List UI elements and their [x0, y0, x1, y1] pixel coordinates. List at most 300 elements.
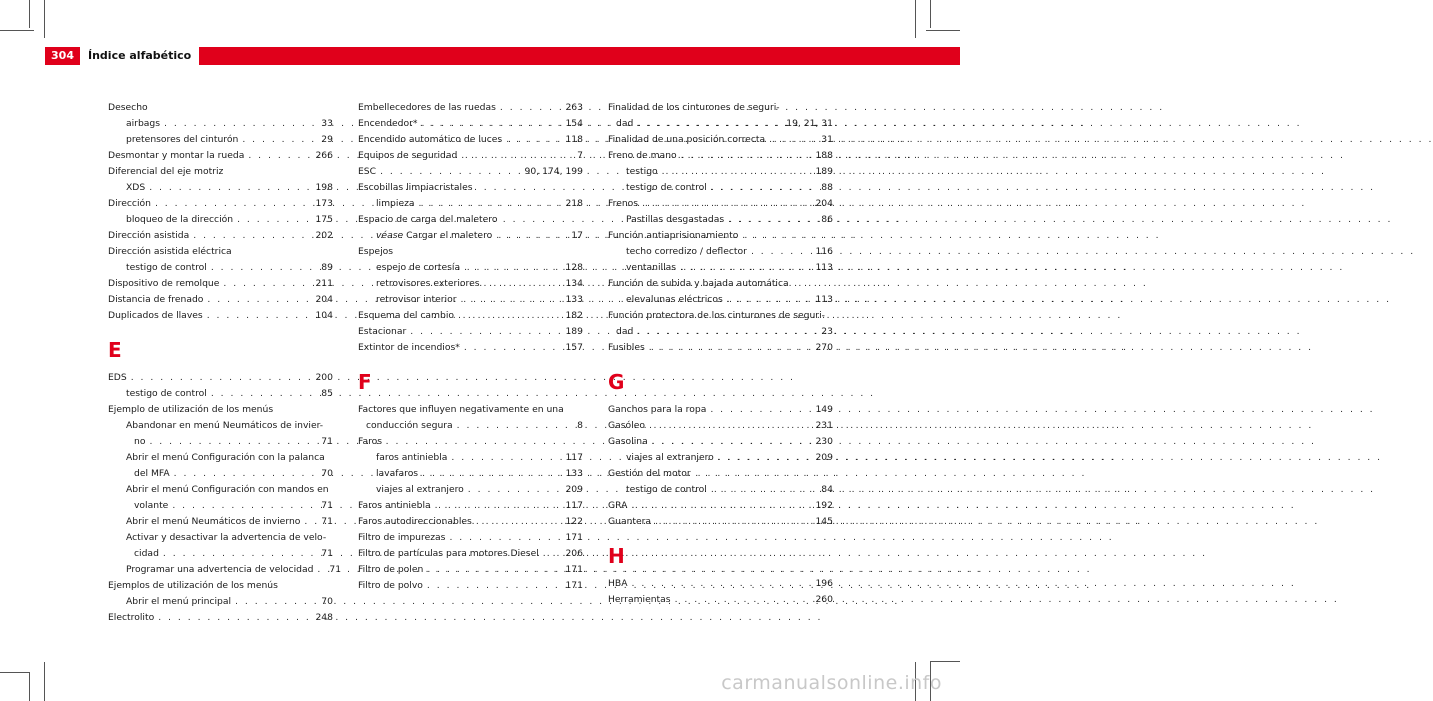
- leader-dots: [158, 610, 311, 626]
- entry-text: Filtro de polen: [358, 564, 424, 575]
- leader-dots: [149, 434, 317, 450]
- index-entry: [608, 592, 833, 608]
- page-ref: 71: [329, 564, 342, 575]
- leader-dots: [248, 148, 311, 164]
- leader-dots: [484, 276, 562, 292]
- leader-dots: [211, 386, 317, 402]
- page-ref: 17: [571, 230, 583, 241]
- index-entry: [358, 100, 583, 116]
- index-entry: [358, 450, 583, 466]
- page-ref: 157: [565, 342, 583, 353]
- index-entry: [358, 498, 583, 514]
- entry-text: pretensores del cinturón: [126, 134, 239, 145]
- leader-dots: [680, 260, 811, 276]
- page-ref: 189: [565, 326, 583, 337]
- leader-dots: [193, 228, 311, 244]
- index-heading: Escobillas limpiacristales: [358, 182, 473, 193]
- index-entry: [608, 434, 833, 450]
- leader-dots: [223, 276, 311, 292]
- page-ref: 71: [321, 500, 333, 511]
- page-ref: 8: [577, 420, 583, 431]
- index-heading: Espacio de carga del maletero: [358, 214, 498, 225]
- leader-dots: [207, 292, 311, 308]
- entry-text: testigo: [626, 166, 658, 177]
- entry-text: [376, 228, 492, 244]
- crop-mark: [29, 0, 30, 28]
- entry-text: Duplicados de llaves: [108, 310, 203, 321]
- entry-text: Embellecedores de las ruedas: [358, 102, 496, 113]
- entry-text: volante: [134, 500, 169, 511]
- section-letter: H: [608, 544, 625, 568]
- entry-text: Gasolina: [608, 436, 648, 447]
- index-entry: [608, 340, 833, 356]
- leader-dots: [235, 594, 317, 610]
- leader-dots: [461, 148, 573, 164]
- index-entry: [358, 324, 583, 340]
- page-ref: 104: [315, 310, 333, 321]
- leader-dots: [711, 482, 817, 498]
- index-entry-line: Abrir el menú Configuración con la palanca: [126, 452, 325, 463]
- leader-dots: [317, 562, 325, 578]
- page-ref: 89: [321, 262, 333, 273]
- entry-text: viajes al extranjero: [376, 484, 464, 495]
- index-entry-line: Finalidad de los cinturones de seguri-: [608, 102, 780, 113]
- index-entry: [358, 562, 583, 578]
- leader-dots: [460, 292, 561, 308]
- page-ref: 122: [565, 516, 583, 527]
- entry-text: Encendedor*: [358, 118, 418, 129]
- entry-text: testigo de control: [126, 262, 207, 273]
- index-entry-line: Factores que influyen negativamente en una: [358, 404, 564, 415]
- leader-dots: [675, 592, 812, 608]
- entry-text: Gasóleo: [608, 420, 645, 431]
- index-entry: [108, 466, 333, 482]
- index-entry: [358, 482, 583, 498]
- entry-text: airbags: [126, 118, 161, 129]
- index-entry: [108, 212, 333, 228]
- index-column-1: [108, 100, 342, 626]
- leader-dots: [464, 260, 561, 276]
- entry-text: lavafaros: [376, 468, 419, 479]
- leader-dots: [649, 418, 811, 434]
- index-entry: [108, 594, 333, 610]
- page-ref: 33: [321, 118, 333, 129]
- page-ref: 173: [315, 198, 333, 209]
- index-entry: [358, 292, 583, 308]
- page-ref: 248: [315, 612, 333, 623]
- leader-dots: [155, 196, 311, 212]
- page-ref: 149: [815, 404, 833, 415]
- leader-dots: [164, 116, 317, 132]
- leader-dots: [751, 244, 812, 260]
- page-ref: 189: [815, 166, 833, 177]
- page-ref: 145: [815, 516, 833, 527]
- crop-mark: [29, 673, 30, 701]
- page-ref: 84: [821, 484, 833, 495]
- leader-dots: [172, 498, 317, 514]
- page-ref: 202: [315, 230, 333, 241]
- page-ref: 218: [565, 198, 583, 209]
- page-ref: 200: [315, 372, 333, 383]
- entry-text: Filtro de partículas para motores Diesel: [358, 548, 539, 559]
- leader-dots: [718, 450, 812, 466]
- index-entry: [608, 164, 833, 180]
- leader-dots: [464, 340, 562, 356]
- index-entry: [358, 340, 583, 356]
- leader-dots: [468, 482, 562, 498]
- index-heading: Diferencial del eje motriz: [108, 166, 224, 177]
- index-entry-line: Abrir el menú Configuración con mandos en: [126, 484, 329, 495]
- page-ref: 182: [565, 310, 583, 321]
- crop-mark: [926, 30, 960, 31]
- entry-text: testigo de control: [626, 182, 707, 193]
- leader-dots: [769, 132, 817, 148]
- index-column-3: [608, 100, 833, 608]
- index-entry: [358, 116, 583, 132]
- page-ref: 175: [315, 214, 333, 225]
- entry-text: dad: [616, 326, 634, 337]
- entry-text: Freno de mano: [608, 150, 677, 161]
- see-reference: véase: [376, 230, 404, 241]
- leader-dots: [380, 164, 520, 180]
- entry-text: Ganchos para la ropa: [608, 404, 707, 415]
- entry-text: Filtro de polvo: [358, 580, 423, 591]
- index-entry: [108, 228, 333, 244]
- index-entry-line: Abandonar en menú Neumáticos de invier-: [126, 420, 324, 431]
- leader-dots: [427, 562, 561, 578]
- entry-text: Finalidad de una posición correcta: [608, 134, 766, 145]
- index-entry: [108, 148, 333, 164]
- index-entry: [108, 434, 333, 450]
- leader-dots: [419, 196, 562, 212]
- page-ref: 128: [565, 262, 583, 273]
- entry-text: Electrolito: [108, 612, 155, 623]
- index-entry: [358, 514, 583, 530]
- crop-mark: [0, 30, 34, 31]
- page-ref: 113: [815, 294, 833, 305]
- entry-text: XDS: [126, 182, 146, 193]
- page-ref: 171: [565, 564, 583, 575]
- page-ref: 263: [565, 102, 583, 113]
- index-entry: [608, 260, 833, 276]
- index-entry: [108, 132, 333, 148]
- page-ref: 133: [565, 294, 583, 305]
- index-entry: [608, 132, 833, 148]
- index-entry: [108, 386, 333, 402]
- entry-text: Estacionar: [358, 326, 407, 337]
- index-heading: Desecho: [108, 102, 148, 113]
- index-entry: [608, 196, 833, 212]
- entry-text: retrovisor interior: [376, 294, 457, 305]
- page-ref: 71: [321, 516, 333, 527]
- index-entry: [608, 292, 833, 308]
- crop-mark: [930, 0, 931, 28]
- index-entry: [358, 196, 583, 212]
- crop-mark: [44, 662, 45, 701]
- index-entry: [608, 212, 833, 228]
- entry-text: Filtro de impurezas: [358, 532, 446, 543]
- entry-text: HBA: [608, 578, 628, 589]
- entry-text: viajes al extranjero: [626, 452, 714, 463]
- crop-mark: [44, 0, 45, 38]
- page-ref: 70: [321, 596, 333, 607]
- page-ref: 270: [815, 342, 833, 353]
- index-entry: [108, 610, 333, 626]
- index-entry: [358, 578, 583, 594]
- entry-text: faros antiniebla: [376, 452, 448, 463]
- index-entry: [358, 418, 583, 434]
- page-ref: 117: [565, 500, 583, 511]
- entry-text: ESC: [358, 166, 377, 177]
- entry-text: del MFA: [134, 468, 170, 479]
- entry-text: ventanillas: [626, 262, 677, 273]
- entry-text: dad: [616, 118, 634, 129]
- entry-text: cidad: [134, 548, 159, 559]
- leader-dots: [642, 196, 811, 212]
- index-heading: Ejemplos de utilización de los menús: [108, 580, 278, 591]
- entry-text: EDS: [108, 372, 127, 383]
- leader-dots: [655, 514, 811, 530]
- leader-dots: [149, 180, 311, 196]
- entry-text: Guantera: [608, 516, 652, 527]
- entry-text: Dispositivo de remolque: [108, 278, 220, 289]
- leader-dots: [728, 212, 817, 228]
- page-ref: 266: [315, 150, 333, 161]
- leader-dots: [427, 578, 562, 594]
- index-entry: [108, 276, 333, 292]
- leader-dots: [449, 530, 561, 546]
- index-entry: [608, 498, 833, 514]
- entry-text: conducción segura: [366, 420, 453, 431]
- page-ref: 71: [321, 436, 333, 447]
- leader-dots: [174, 466, 318, 482]
- leader-dots: [506, 132, 561, 148]
- entry-text: Distancia de frenado: [108, 294, 204, 305]
- entry-text: elevalunas eléctricos: [626, 294, 723, 305]
- page-ref: 117: [565, 452, 583, 463]
- leader-dots: [662, 164, 812, 180]
- page-ref: 71: [321, 548, 333, 559]
- index-entry: [108, 116, 333, 132]
- entry-text: testigo de control: [626, 484, 707, 495]
- leader-dots: [710, 402, 811, 418]
- entry-text: bloqueo de la dirección: [126, 214, 234, 225]
- entry-text: Abrir el menú Neumáticos de invierno: [126, 516, 301, 527]
- page-ref: 209: [815, 452, 833, 463]
- entry-text: Dirección: [108, 198, 151, 209]
- index-entry: [358, 260, 583, 276]
- crop-mark: [0, 672, 30, 673]
- index-heading: Función antiaprisionamiento: [608, 230, 739, 241]
- index-entry-line: Función protectora de los cinturones de seguri-: [608, 310, 825, 321]
- page-ref: 113: [815, 262, 833, 273]
- page-ref: 90, 174, 199: [524, 166, 583, 177]
- index-entry: [608, 148, 833, 164]
- page-ref: 19, 21, 31: [786, 118, 833, 129]
- page-ref: 204: [815, 198, 833, 209]
- page-ref: 70: [321, 468, 333, 479]
- index-heading: Ejemplo de utilización de los menús: [108, 404, 274, 415]
- index-heading: Función de subida y bajada automática: [608, 278, 789, 289]
- page-ref: 23: [821, 326, 833, 337]
- leader-dots: [458, 308, 561, 324]
- page-ref: 86: [821, 214, 833, 225]
- leader-dots: [681, 148, 812, 164]
- crop-mark: [915, 0, 916, 38]
- index-entry: [108, 546, 333, 562]
- leader-dots: [211, 260, 317, 276]
- leader-dots: [496, 228, 567, 244]
- leader-dots: [652, 434, 812, 450]
- page-ref: 206: [565, 548, 583, 559]
- section-letter: F: [358, 370, 372, 394]
- leader-dots: [451, 450, 561, 466]
- page-ref: 154: [565, 118, 583, 129]
- page-ref: 118: [565, 134, 583, 145]
- leader-dots: [649, 340, 812, 356]
- index-entry: [108, 260, 333, 276]
- entry-text: limpieza: [376, 198, 415, 209]
- index-entry: [358, 132, 583, 148]
- leader-dots: [237, 212, 311, 228]
- index-entry: [608, 576, 833, 592]
- entry-text: testigo de control: [126, 388, 207, 399]
- leader-dots: [711, 180, 817, 196]
- leader-dots: [476, 514, 562, 530]
- index-entry: [358, 276, 583, 292]
- entry-text: Pastillas desgastadas: [626, 214, 725, 225]
- leader-dots: [163, 546, 317, 562]
- index-heading: Espejos: [358, 246, 394, 257]
- index-entry: [108, 180, 333, 196]
- entry-text: Fusibles: [608, 342, 645, 353]
- index-entry: [108, 196, 333, 212]
- page-ref: 211: [315, 278, 333, 289]
- index-entry: [608, 402, 833, 418]
- index-heading: Dirección asistida eléctrica: [108, 246, 232, 257]
- page-ref: 231: [815, 420, 833, 431]
- index-entry: [608, 180, 833, 196]
- index-heading: Gestión del motor: [608, 468, 691, 479]
- entry-text-target: Cargar el maletero: [406, 230, 493, 241]
- index-entry: [358, 308, 583, 324]
- index-entry: [108, 514, 333, 530]
- page-ref: 260: [815, 594, 833, 605]
- index-entry: [358, 148, 583, 164]
- entry-text: Frenos: [608, 198, 639, 209]
- entry-text: Faros antiniebla: [358, 500, 431, 511]
- page-ref: 133: [565, 468, 583, 479]
- entry-text: Herramientas: [608, 594, 671, 605]
- entry-text: techo corredizo / deflector: [626, 246, 747, 257]
- page-ref: 198: [315, 182, 333, 193]
- crop-mark: [930, 661, 960, 662]
- entry-text: retrovisores exteriores: [376, 278, 480, 289]
- page-ref: 7: [577, 150, 583, 161]
- leader-dots: [500, 100, 562, 116]
- page-ref: 204: [315, 294, 333, 305]
- page-ref: 230: [815, 436, 833, 447]
- page-ref: 188: [815, 150, 833, 161]
- index-entry: [608, 244, 833, 260]
- entry-text: Programar una advertencia de velocidad: [126, 564, 314, 575]
- index-entry: [108, 562, 342, 578]
- index-entry: [108, 308, 333, 324]
- leader-dots: [435, 498, 562, 514]
- index-entry: [608, 482, 833, 498]
- index-heading: Faros: [358, 436, 383, 447]
- page-ref: 85: [321, 388, 333, 399]
- entry-text: Faros autodireccionables: [358, 516, 472, 527]
- leader-dots: [637, 116, 782, 132]
- index-entry: [358, 546, 583, 562]
- index-entry: [358, 530, 583, 546]
- index-entry: [608, 514, 833, 530]
- page-ref: 29: [321, 134, 333, 145]
- leader-dots: [421, 116, 561, 132]
- entry-text: Desmontar y montar la rueda: [108, 150, 245, 161]
- page-ref: 209: [565, 484, 583, 495]
- page-ref: 171: [565, 580, 583, 591]
- page-number: 304: [45, 47, 80, 65]
- entry-text: Extintor de incendios*: [358, 342, 460, 353]
- watermark: carmanualsonline.info: [721, 672, 942, 694]
- index-entry: [608, 324, 833, 340]
- page-ref: 192: [815, 500, 833, 511]
- index-entry: [608, 116, 833, 132]
- page-ref: 196: [815, 578, 833, 589]
- index-entry: [108, 292, 333, 308]
- index-entry: [608, 450, 833, 466]
- index-entry: [108, 498, 333, 514]
- entry-text: Esquema del cambio: [358, 310, 454, 321]
- index-entry: [358, 164, 583, 180]
- entry-text: Equipos de seguridad: [358, 150, 458, 161]
- leader-dots: [637, 324, 817, 340]
- entry-text: no: [134, 436, 146, 447]
- entry-text: Abrir el menú principal: [126, 596, 232, 607]
- index-entry: [108, 370, 333, 386]
- entry-text: espejo de cortesía: [376, 262, 461, 273]
- page-ref: 134: [565, 278, 583, 289]
- section-letter: E: [108, 338, 122, 362]
- section-letter: G: [608, 370, 625, 394]
- entry-text: Dirección asistida: [108, 230, 190, 241]
- leader-dots: [131, 370, 312, 386]
- leader-dots: [543, 546, 562, 562]
- leader-dots: [422, 466, 561, 482]
- leader-dots: [304, 514, 317, 530]
- entry-text: GRA: [608, 500, 628, 511]
- index-entry: [358, 466, 583, 482]
- leader-dots: [457, 418, 573, 434]
- leader-dots: [631, 498, 811, 514]
- leader-dots: [632, 576, 812, 592]
- leader-dots: [727, 292, 812, 308]
- index-entry: [358, 228, 583, 244]
- page-ref: 171: [565, 532, 583, 543]
- leader-dots: [207, 308, 312, 324]
- page-title: Índice alfabético: [82, 47, 199, 65]
- entry-text: Encendido automático de luces: [358, 134, 503, 145]
- index-column-2: [358, 100, 583, 594]
- leader-dots: [242, 132, 317, 148]
- leader-dots: [410, 324, 561, 340]
- page-ref: 88: [821, 182, 833, 193]
- page-ref: 116: [815, 246, 833, 257]
- page-ref: 31: [821, 134, 833, 145]
- index-entry: [608, 418, 833, 434]
